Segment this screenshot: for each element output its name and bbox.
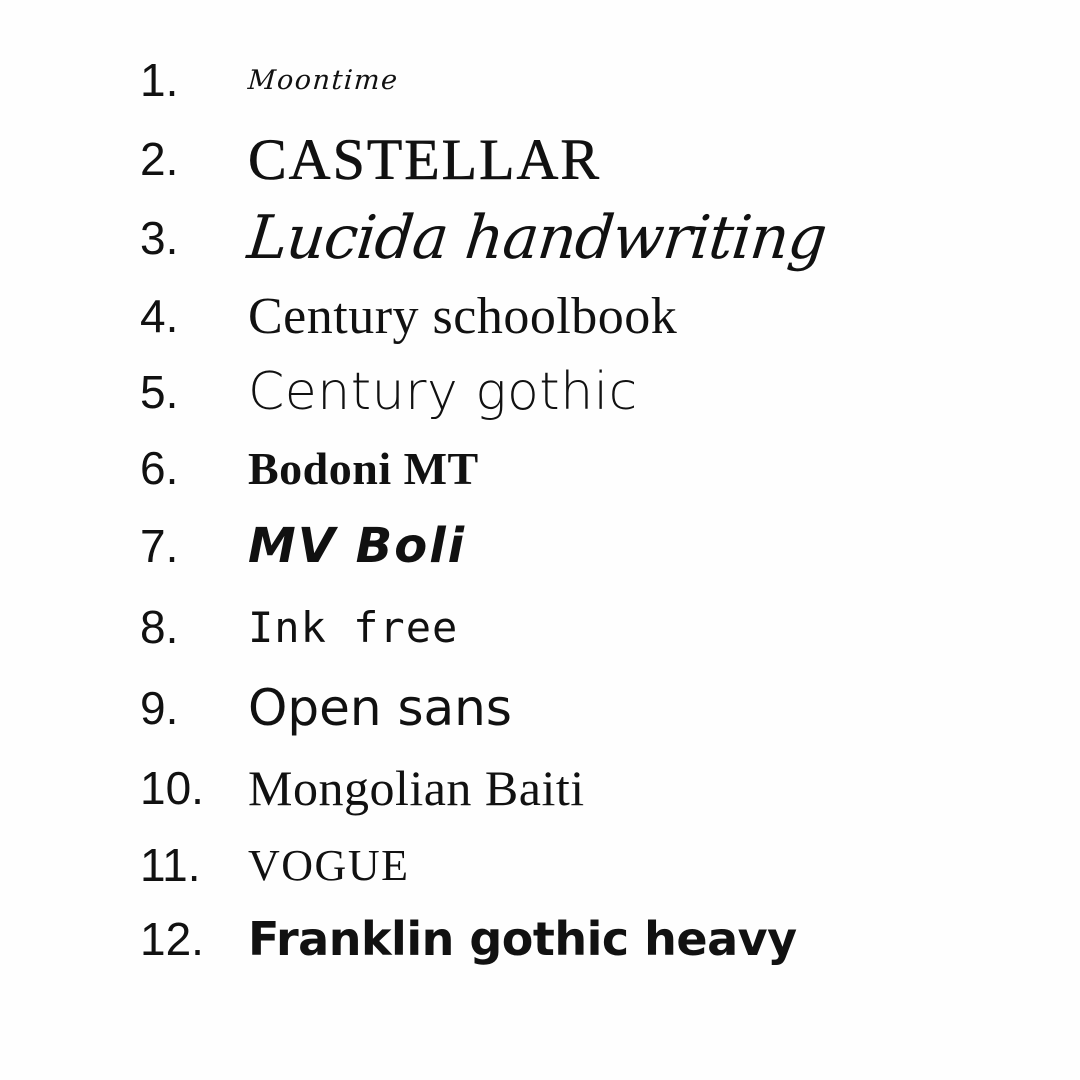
list-item (140, 748, 1020, 828)
list-item (140, 40, 1020, 120)
list-item (140, 120, 1020, 198)
list-item-number: 1. (140, 54, 179, 106)
font-sample-castellar: CASTELLAR (248, 126, 602, 192)
list-item (140, 902, 1020, 976)
font-sample-mongolian-baiti: Mongolian Baiti (248, 760, 585, 816)
font-sample-moontime: Moontime (246, 64, 400, 96)
list-item-number: 11. (140, 839, 201, 891)
list-item (140, 668, 1020, 748)
font-list (140, 40, 1020, 976)
font-sample-open-sans: Open sans (248, 679, 512, 737)
font-sample-century-gothic: Century gothic (248, 362, 638, 422)
list-item-number: 9. (140, 682, 179, 734)
list-item-number: 5. (140, 366, 179, 418)
font-sample-bodoni-mt: Bodoni MT (248, 442, 479, 494)
font-sample-century-schoolbook: Century schoolbook (248, 287, 678, 345)
font-sample-vogue: VOGUE (248, 840, 410, 890)
font-sample-ink-free: Ink free (248, 602, 459, 652)
list-item (140, 828, 1020, 902)
font-sample-mv-boli: MV Boli (248, 518, 467, 574)
list-item (140, 430, 1020, 506)
list-item-number: 6. (140, 442, 179, 494)
list-item-number: 3. (140, 212, 179, 264)
list-item (140, 278, 1020, 354)
list-item (140, 198, 1020, 278)
list-item-number: 7. (140, 520, 179, 572)
list-item-number: 2. (140, 133, 179, 185)
list-item (140, 506, 1020, 586)
list-item-number: 10. (140, 762, 204, 814)
font-sample-lucida-handwriting: Lucida handwriting (244, 203, 830, 273)
list-item-number: 12. (140, 913, 204, 965)
list-item-number: 4. (140, 290, 179, 342)
list-item-number: 8. (140, 601, 179, 653)
list-item (140, 354, 1020, 430)
list-item (140, 586, 1020, 668)
font-sample-franklin-gothic-heavy: Franklin gothic heavy (248, 912, 797, 966)
